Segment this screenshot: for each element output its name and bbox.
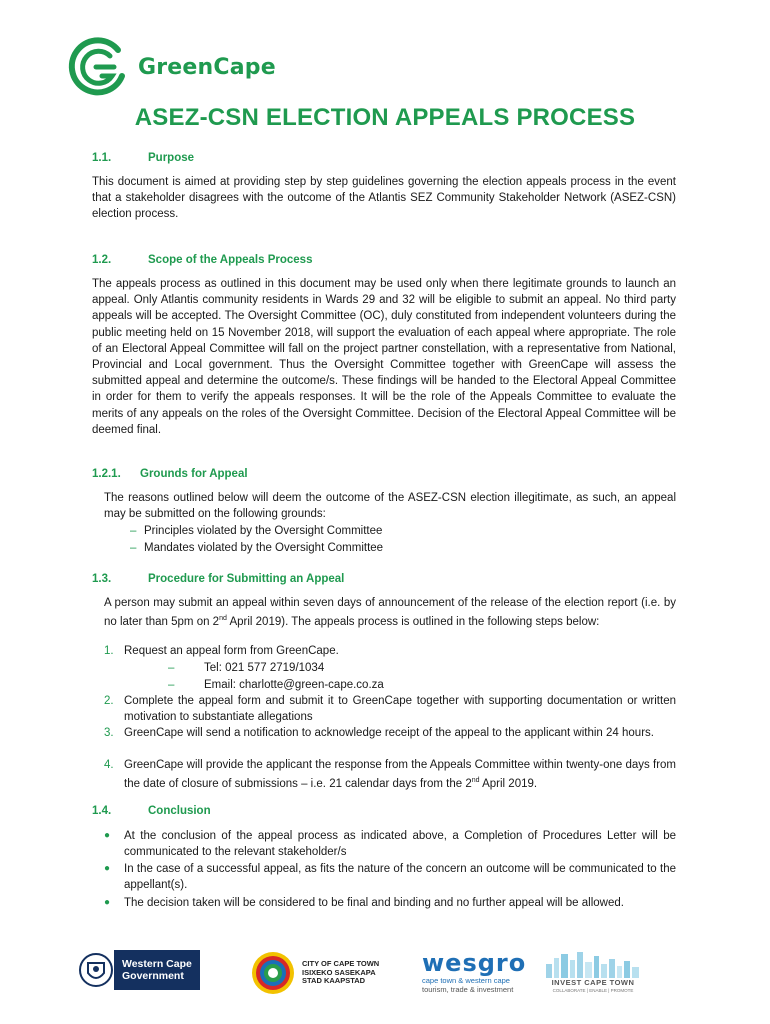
- wesgro-logo: wesgro cape town & western cape tourism, trade & investment: [422, 949, 527, 994]
- section-number: 1.2.1.: [92, 468, 121, 480]
- section-title: Procedure for Submitting an Appeal: [148, 573, 345, 585]
- contact-tel: – Tel: 021 577 2719/1034: [168, 662, 325, 674]
- invest-cape-town-logo: INVEST CAPE TOWN COLLABORATE | ENABLE | PROMOTE: [544, 950, 642, 994]
- grounds-text: The reasons outlined below will deem the outcome of the ASEZ-CSN election illegitimate, as such, an appeal may be submitted on the following grounds:: [104, 492, 676, 521]
- scope-text: The appeals process as outlined in this document may be used only when there legitimate grounds to launch an appeal. Only Atlantis community residents in Wards 29 and 32 will be eligible to submit an appeal. No third party appeals will be accepted. The Oversight Committee (OC), duly constituted from independent volunteers during the public meeting held on 15 November 2018, will support the evaluation of each appeal where appropriate. The role of an Electoral Appeal Committee will fall on the project partner constellation, with a representative from National, Provincial and Local government. Thus the Oversight Committee together with GreenCape will assess the submitted appeal and determine the outcome/s. These findings will be handed to the Electoral Appeal Committee in order for them to verify the appeals responses. It will be the role of the Appeals Committee to evaluate the merits of any appeals on the roles of the Oversight Committee. Decision of the Electoral Appeal Committee will be deemed final.: [92, 278, 676, 436]
- partner-logos: [0, 950, 770, 1000]
- section-heading-purpose: [92, 152, 194, 164]
- section-number: 1.3.: [92, 573, 112, 585]
- list-item: – Mandates violated by the Oversight Committee: [130, 542, 384, 554]
- greencape-logo-icon: [66, 36, 128, 98]
- section-title: Purpose: [148, 152, 195, 164]
- city-of-cape-town-logo: CITY OF CAPE TOWN ISIXEKO SASEKAPA STAD KAAPSTAD: [250, 950, 379, 996]
- city-emblem-icon: [250, 950, 296, 996]
- procedure-step: 2. Complete the appeal form and submit it to GreenCape together with supporting documentation or written motivation to substantiate allegations: [104, 695, 676, 724]
- list-item: – Principles violated by the Oversight Committee: [130, 525, 383, 537]
- section-heading-conclusion: [92, 805, 211, 817]
- western-cape-government-logo: Western Cape Government: [78, 950, 200, 990]
- list-item: ● At the conclusion of the appeal process as indicated above, a Completion of Procedures Letter will be communicated to the relevant stakeholder/s: [104, 830, 676, 859]
- contact-email[interactable]: – Email: charlotte@green-cape.co.za: [168, 679, 384, 691]
- section-title: Grounds for Appeal: [140, 468, 248, 480]
- skyline-icon: [544, 950, 642, 978]
- procedure-step: 3. GreenCape will send a notification to acknowledge receipt of the appeal to the applicant within 24 hours.: [104, 727, 654, 739]
- section-title: Scope of the Appeals Process: [148, 254, 313, 266]
- greencape-logo: [66, 36, 276, 98]
- section-heading-procedure: [92, 573, 344, 585]
- section-number: 1.1.: [92, 152, 112, 164]
- list-item: ● In the case of a successful appeal, as fits the nature of the concern an outcome will be communicated to the appellant(s).: [104, 863, 676, 892]
- brand-name: GreenCape: [138, 54, 276, 80]
- document-title: ASEZ-CSN ELECTION APPEALS PROCESS: [134, 104, 636, 131]
- procedure-intro: A person may submit an appeal within seven days of announcement of the release of the election report (i.e. by no later than 5pm on 2nd April 2019). The appeals process is outlined in the following steps below:: [104, 597, 676, 629]
- section-heading-grounds: [92, 468, 248, 480]
- section-number: 1.4.: [92, 805, 112, 817]
- section-title: Conclusion: [148, 805, 211, 817]
- coat-of-arms-icon: [78, 951, 114, 989]
- purpose-text: This document is aimed at providing step by step guidelines governing the election appeals process in the event that a stakeholder disagrees with the outcome of the Atlantis SEZ Community Stakeholder Network (ASEZ-CSN) election process.: [92, 176, 676, 221]
- section-heading-scope: [92, 254, 312, 266]
- procedure-step: 1. Request an appeal form from GreenCape.: [104, 645, 339, 657]
- section-number: 1.2.: [92, 254, 112, 266]
- procedure-step: 4. GreenCape will provide the applicant the response from the Appeals Committee within twenty-one days from the date of closure of submissions – i.e. 21 calendar days from the 2nd April 2019.: [104, 759, 676, 791]
- list-item: ● The decision taken will be considered to be final and binding and no further appeal will be allowed.: [104, 897, 624, 909]
